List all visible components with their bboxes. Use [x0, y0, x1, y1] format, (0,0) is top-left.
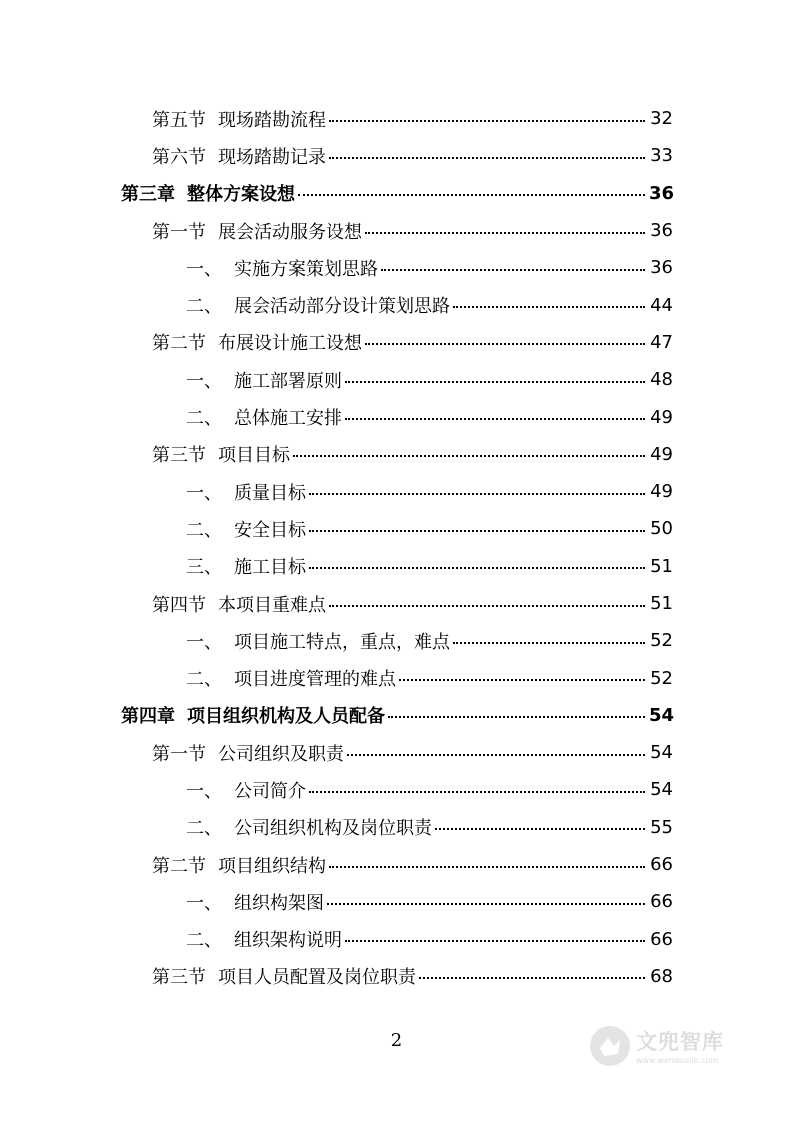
toc-entry-number: 第六节 [152, 146, 206, 168]
toc-entry[interactable] [0, 585, 673, 622]
toc-page-number: 66 [650, 891, 673, 913]
toc-entry[interactable] [0, 436, 673, 473]
toc-dot-leader [453, 306, 645, 308]
toc-page-number: 49 [650, 443, 673, 465]
toc-entry-text: 组织架构说明 [234, 930, 342, 952]
toc-entry[interactable] [0, 697, 673, 734]
toc-entry[interactable] [0, 249, 673, 286]
toc-entry[interactable] [0, 510, 673, 547]
toc-entry-number: 第三节 [152, 445, 206, 467]
toc-entry-text: 公司组织及职责 [218, 743, 344, 765]
toc-entry[interactable] [0, 921, 673, 958]
toc-page-number: 32 [650, 108, 673, 130]
toc-entry-title [152, 852, 326, 878]
toc-entry[interactable] [0, 659, 673, 696]
toc-page-number: 68 [650, 965, 673, 987]
toc-page-number: 54 [650, 742, 673, 764]
toc-entry-number: 第二节 [152, 333, 206, 355]
toc-dot-leader [309, 567, 645, 569]
toc-dot-leader [419, 977, 645, 979]
toc-entry-number: 第二节 [152, 855, 206, 877]
toc-entry-title [152, 591, 326, 617]
watermark [588, 1018, 763, 1073]
toc-entry-number: 一、 [186, 370, 222, 392]
toc-page-number: 51 [650, 593, 673, 614]
toc-page-number: 55 [650, 816, 673, 838]
toc-dot-leader [329, 866, 645, 868]
toc-entry-text: 施工部署原则 [234, 370, 342, 392]
toc-entry[interactable] [0, 473, 673, 510]
toc-entry-title [186, 889, 324, 915]
toc-dot-leader [293, 455, 645, 457]
toc-page-number: 49 [650, 406, 673, 428]
toc-page-number: 47 [650, 331, 673, 353]
toc-entry[interactable] [0, 809, 673, 846]
toc-dot-leader [435, 828, 645, 830]
toc-page-number: 54 [650, 779, 673, 801]
toc-entry-title [152, 218, 362, 244]
table-of-contents [0, 100, 793, 995]
toc-entry-text: 展会活动部分设计策划思路 [234, 296, 450, 318]
watermark-url: www.wendoulib.com [636, 1056, 719, 1065]
toc-dot-leader [347, 754, 645, 756]
toc-entry-title [121, 702, 385, 728]
toc-entry-title [186, 479, 306, 505]
toc-page-number: 51 [650, 555, 673, 577]
toc-entry-number: 二、 [186, 930, 222, 952]
toc-entry-text: 总体施工安排 [234, 408, 342, 430]
toc-entry-text: 项目施工特点，重点，难点 [234, 631, 450, 653]
toc-page-number: 66 [650, 854, 673, 876]
toc-dot-leader [399, 679, 645, 681]
toc-entry[interactable] [0, 175, 673, 212]
toc-entry-title [152, 740, 344, 766]
toc-entry-title [186, 255, 378, 281]
toc-entry-title [186, 628, 450, 654]
toc-entry-number: 第三章 [121, 184, 175, 206]
toc-entry[interactable] [0, 548, 673, 585]
toc-entry-title [152, 441, 290, 467]
toc-dot-leader [453, 642, 645, 644]
watermark-logo-icon [588, 1024, 632, 1068]
toc-page-number: 36 [650, 220, 673, 242]
toc-entry[interactable] [0, 883, 673, 920]
toc-entry-text: 施工目标 [234, 557, 306, 579]
toc-dot-leader [381, 269, 645, 271]
toc-entry-text: 项目人员配置及岗位职责 [218, 967, 416, 989]
toc-entry-number: 一、 [186, 780, 222, 802]
toc-entry[interactable] [0, 324, 673, 361]
toc-entry-text: 展会活动服务设想 [218, 221, 362, 243]
toc-entry-number: 第一节 [152, 743, 206, 765]
toc-dot-leader [365, 232, 645, 234]
toc-page-number: 44 [650, 294, 673, 316]
toc-entry[interactable] [0, 212, 673, 249]
toc-dot-leader [309, 493, 645, 495]
toc-entry-text: 组织构架图 [234, 892, 324, 914]
toc-entry-text: 项目组织结构 [218, 855, 326, 877]
toc-entry-number: 一、 [186, 631, 222, 653]
toc-entry-number: 二、 [186, 408, 222, 430]
toc-page-number: 36 [649, 182, 675, 204]
toc-page-number: 49 [650, 481, 673, 503]
toc-page-number: 52 [650, 667, 673, 689]
toc-page-number: 33 [650, 145, 673, 167]
toc-entry-title [152, 143, 326, 169]
toc-entry[interactable] [0, 286, 673, 323]
toc-page-number: 52 [650, 630, 673, 652]
toc-entry-text: 质量目标 [234, 482, 306, 504]
toc-entry-title [186, 553, 306, 579]
toc-entry[interactable] [0, 846, 673, 883]
watermark-brand: 文兜智库 [636, 1030, 724, 1054]
toc-entry-title [152, 106, 326, 132]
toc-entry-number: 第四节 [152, 594, 206, 616]
toc-entry-number: 一、 [186, 482, 222, 504]
page-number: 2 [390, 1030, 403, 1051]
toc-dot-leader [329, 120, 645, 122]
toc-entry-number: 第一节 [152, 221, 206, 243]
toc-dot-leader [388, 716, 645, 718]
toc-dot-leader [345, 381, 645, 383]
toc-entry-number: 三、 [186, 557, 222, 579]
toc-entry-text: 现场踏勘记录 [218, 146, 326, 168]
toc-entry[interactable] [0, 958, 673, 995]
toc-entry-number: 第五节 [152, 109, 206, 131]
toc-entry-number: 二、 [186, 818, 222, 840]
toc-entry-text: 布展设计施工设想 [218, 333, 362, 355]
toc-dot-leader [327, 903, 645, 905]
toc-entry-text: 公司组织机构及岗位职责 [234, 818, 432, 840]
toc-entry-text: 项目目标 [218, 445, 290, 467]
toc-entry-title [152, 963, 416, 989]
toc-page-number: 36 [650, 257, 673, 279]
toc-dot-leader [365, 343, 645, 345]
toc-entry-number: 二、 [186, 519, 222, 541]
toc-dot-leader [329, 157, 645, 159]
toc-entry-number: 一、 [186, 892, 222, 914]
toc-entry-number: 二、 [186, 296, 222, 318]
toc-entry-number: 第四章 [121, 706, 175, 728]
toc-dot-leader [345, 418, 645, 420]
toc-entry-title [186, 292, 450, 318]
toc-page-number: 54 [649, 704, 675, 726]
toc-entry-text: 项目进度管理的难点 [234, 669, 396, 691]
toc-entry-text: 项目组织机构及人员配备 [187, 706, 385, 728]
toc-entry-text: 本项目重难点 [218, 594, 326, 616]
toc-page-number: 50 [650, 518, 673, 540]
toc-entry-title [186, 814, 432, 840]
toc-entry[interactable] [0, 361, 673, 398]
toc-entry-text: 现场踏勘流程 [218, 109, 326, 131]
toc-entry-number: 第三节 [152, 967, 206, 989]
toc-entry-title [186, 665, 396, 691]
toc-entry[interactable] [0, 100, 673, 137]
toc-entry-title [186, 777, 306, 803]
toc-entry-title [152, 329, 362, 355]
toc-entry-number: 二、 [186, 669, 222, 691]
toc-entry-title [121, 180, 295, 206]
toc-dot-leader [298, 194, 645, 196]
toc-entry-title [186, 367, 342, 393]
toc-dot-leader [329, 605, 645, 607]
toc-entry-text: 安全目标 [234, 519, 306, 541]
toc-entry-title [186, 926, 342, 952]
toc-entry-number: 一、 [186, 258, 222, 280]
toc-entry[interactable] [0, 622, 673, 659]
toc-entry-text: 整体方案设想 [187, 184, 295, 206]
toc-entry-text: 实施方案策划思路 [234, 258, 378, 280]
toc-entry[interactable] [0, 734, 673, 771]
toc-entry[interactable] [0, 137, 673, 174]
toc-dot-leader [309, 791, 645, 793]
toc-page-number: 66 [650, 928, 673, 950]
toc-page-number: 48 [650, 369, 673, 391]
toc-entry-text: 公司简介 [234, 780, 306, 802]
toc-entry-title [186, 516, 306, 542]
toc-entry-title [186, 404, 342, 430]
toc-entry[interactable] [0, 771, 673, 808]
toc-dot-leader [309, 530, 645, 532]
toc-dot-leader [345, 940, 645, 942]
toc-entry[interactable] [0, 398, 673, 435]
